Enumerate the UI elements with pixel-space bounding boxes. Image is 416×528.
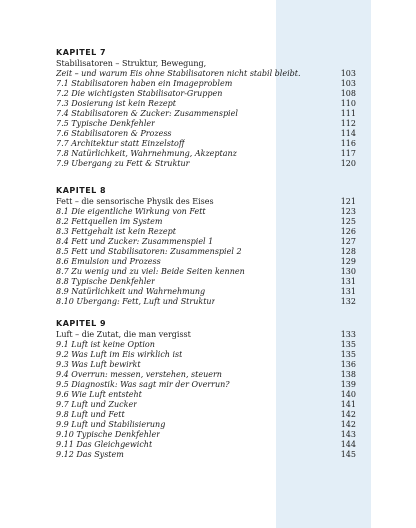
page-number: 131 <box>340 277 356 286</box>
entry-title: 7.8 Natürlichkeit, Wahrnehmung, Akzeptanz <box>56 149 237 158</box>
entry-title: 9.6 Wie Luft entsteht <box>56 390 142 399</box>
toc-entry[interactable] <box>56 450 356 460</box>
entry-title: 7.7 Architektur statt Einzelstoff <box>56 139 185 148</box>
page-number: 142 <box>340 420 356 429</box>
toc-entry[interactable] <box>56 129 356 139</box>
page-number: 123 <box>340 207 356 216</box>
entry-title: 8.4 Fett und Zucker: Zusammenspiel 1 <box>56 237 214 246</box>
page-number: 138 <box>340 370 356 379</box>
entry-title: 9.8 Luft und Fett <box>56 410 125 419</box>
page-number: 120 <box>340 159 356 168</box>
page-number: 103 <box>340 79 356 88</box>
chapter-heading: KAPITEL 7 <box>56 48 107 57</box>
entry-title: 9.4 Overrun: messen, verstehen, steuern <box>56 370 222 379</box>
chapter-heading: KAPITEL 8 <box>56 186 107 195</box>
page-number: 128 <box>340 247 356 256</box>
toc-entry[interactable] <box>56 119 356 129</box>
entry-title: 9.11 Das Gleichgewicht <box>56 440 153 449</box>
entry-title: 8.2 Fettquellen im System <box>56 217 163 226</box>
toc-entry[interactable] <box>56 159 356 169</box>
entry-title: 7.2 Die wichtigsten Stabilisator-Gruppen <box>56 89 223 98</box>
entry-title: 9.3 Was Luft bewirkt <box>56 360 141 369</box>
page-number: 111 <box>340 109 356 118</box>
chapter-intro-line: Fett – die sensorische Physik des Eises <box>56 197 214 206</box>
toc-entry[interactable] <box>56 237 356 247</box>
entry-title: 7.1 Stabilisatoren haben ein Imageproblem <box>56 79 233 88</box>
entry-title: 7.5 Typische Denkfehler <box>56 119 155 128</box>
entry-title: 9.10 Typische Denkfehler <box>56 430 161 439</box>
toc-entry[interactable] <box>56 149 356 159</box>
chapter-7 <box>56 48 356 169</box>
toc-entry[interactable] <box>56 99 356 109</box>
toc-entry[interactable] <box>56 267 356 277</box>
toc-entry[interactable] <box>56 350 356 360</box>
page-number: 114 <box>340 129 356 138</box>
page-number: 130 <box>340 267 356 276</box>
entry-title: 8.7 Zu wenig und zu viel: Beide Seiten kennen <box>56 267 245 276</box>
toc-entry[interactable] <box>56 109 356 119</box>
page-number: 121 <box>340 197 356 206</box>
chapter-intro-line: Zeit – und warum Eis ohne Stabilisatoren nicht stabil bleibt. <box>56 69 301 78</box>
entry-title: 8.5 Fett und Stabilisatoren: Zusammenspiel 2 <box>56 247 242 256</box>
entry-title: 8.6 Emulsion und Prozess <box>56 257 161 266</box>
page-number: 136 <box>340 360 356 369</box>
page-number: 143 <box>340 430 356 439</box>
page-number: 125 <box>340 217 356 226</box>
entry-title: 8.3 Fettgehalt ist kein Rezept <box>56 227 176 236</box>
toc-entry[interactable] <box>56 390 356 400</box>
toc-entry[interactable] <box>56 277 356 287</box>
page-number: 144 <box>340 440 356 449</box>
page-number: 135 <box>340 350 356 359</box>
page-number: 132 <box>340 297 356 306</box>
page-number: 103 <box>340 69 356 78</box>
toc-entry[interactable] <box>56 430 356 440</box>
entry-title: 9.7 Luft und Zucker <box>56 400 138 409</box>
page-number: 142 <box>340 410 356 419</box>
page-number: 129 <box>340 257 356 266</box>
toc-entry[interactable] <box>56 207 356 217</box>
toc-entry[interactable] <box>56 380 356 390</box>
entry-title: 7.3 Dosierung ist kein Rezept <box>56 99 176 108</box>
toc-entry[interactable] <box>56 297 356 307</box>
page-number: 141 <box>340 400 356 409</box>
page-number: 140 <box>340 390 356 399</box>
page-number: 145 <box>340 450 356 459</box>
toc-entry[interactable] <box>56 217 356 227</box>
entry-title: 9.1 Luft ist keine Option <box>56 340 155 349</box>
chapter-intro[interactable] <box>56 59 356 79</box>
entry-title: 7.6 Stabilisatoren & Prozess <box>56 129 172 138</box>
entry-title: 9.9 Luft und Stabilisierung <box>56 420 166 429</box>
toc-entry[interactable] <box>56 287 356 297</box>
page-number: 135 <box>340 340 356 349</box>
chapter-intro-line: Luft – die Zutat, die man vergisst <box>56 330 191 339</box>
entry-title: 8.1 Die eigentliche Wirkung von Fett <box>56 207 206 216</box>
toc-entry[interactable] <box>56 227 356 237</box>
chapter-intro[interactable] <box>56 330 356 340</box>
entry-title: 9.12 Das System <box>56 450 124 459</box>
chapter-heading: KAPITEL 9 <box>56 319 107 328</box>
toc-entry[interactable] <box>56 340 356 350</box>
page-number: 126 <box>340 227 356 236</box>
page-number: 139 <box>340 380 356 389</box>
entry-title: 8.10 Übergang: Fett, Luft und Struktur <box>56 297 216 306</box>
toc-entry[interactable] <box>56 440 356 450</box>
page-number: 127 <box>340 237 356 246</box>
chapter-9 <box>56 319 356 460</box>
toc-entry[interactable] <box>56 79 356 89</box>
entry-title: 7.9 Übergang zu Fett & Struktur <box>56 159 190 168</box>
chapter-8 <box>56 186 356 307</box>
entry-title: 9.2 Was Luft im Eis wirklich ist <box>56 350 183 359</box>
toc-entry[interactable] <box>56 257 356 267</box>
page-number: 108 <box>340 89 356 98</box>
toc-entry[interactable] <box>56 400 356 410</box>
toc-entry[interactable] <box>56 89 356 99</box>
toc-entry[interactable] <box>56 410 356 420</box>
entry-title: 9.5 Diagnostik: Was sagt mir der Overrun? <box>56 380 230 389</box>
page-number: 112 <box>340 119 356 128</box>
page-number: 131 <box>340 287 356 296</box>
chapter-intro[interactable] <box>56 197 356 207</box>
entry-title: 8.8 Typische Denkfehler <box>56 277 155 286</box>
toc-entry[interactable] <box>56 370 356 380</box>
page-number: 116 <box>340 139 356 148</box>
toc-entry[interactable] <box>56 139 356 149</box>
toc-entry[interactable] <box>56 247 356 257</box>
entry-title: 8.9 Natürlichkeit und Wahrnehmung <box>56 287 206 296</box>
page-number: 133 <box>340 330 356 339</box>
page-number: 110 <box>340 99 356 108</box>
page-number: 117 <box>340 149 356 158</box>
toc-entry[interactable] <box>56 360 356 370</box>
entry-title: 7.4 Stabilisatoren & Zucker: Zusammenspiel <box>56 109 238 118</box>
toc-entry[interactable] <box>56 420 356 430</box>
chapter-intro-line: Stabilisatoren – Struktur, Bewegung, <box>56 59 207 68</box>
